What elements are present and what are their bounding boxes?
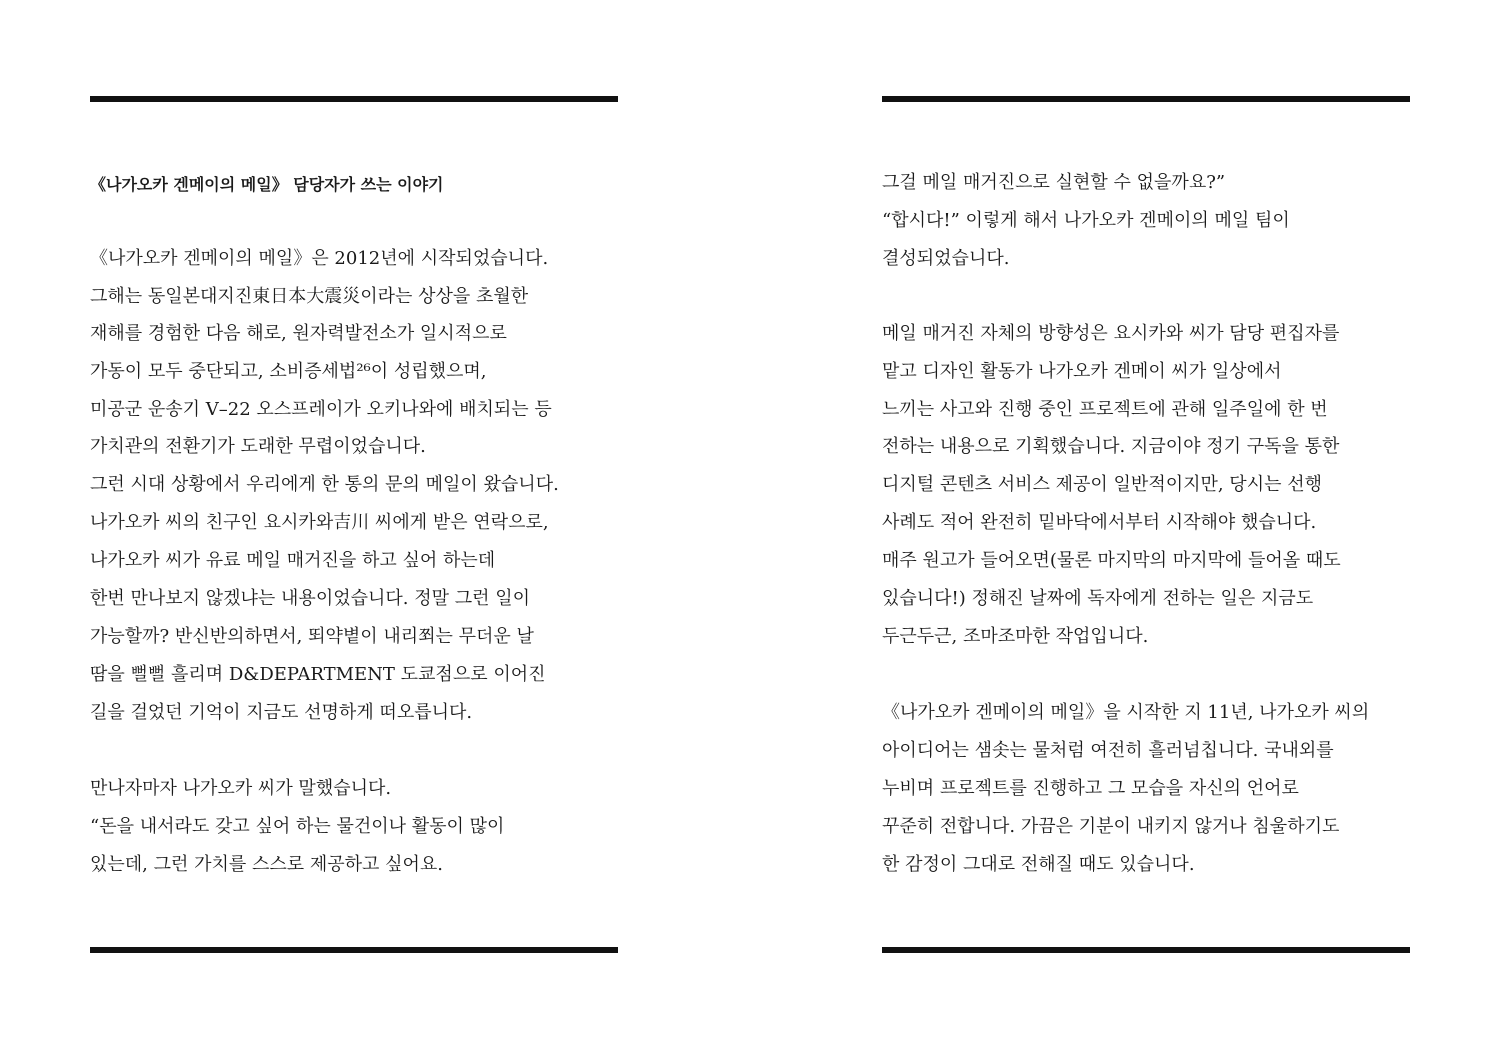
body-line: 전하는 내용으로 기획했습니다. 지금이야 정기 구독을 통한	[882, 436, 1340, 457]
body-line: 가치관의 전환기가 도래한 무렵이었습니다.	[90, 436, 426, 457]
section-heading: 《나가오카 겐메이의 메일》 담당자가 쓰는 이야기	[90, 175, 444, 194]
body-line: 재해를 경험한 다음 해로, 원자력발전소가 일시적으로	[90, 323, 507, 344]
top-rule	[90, 96, 618, 102]
body-line: 한번 만나보지 않겠냐는 내용이었습니다. 정말 그런 일이	[90, 588, 530, 609]
top-rule	[882, 96, 1410, 102]
body-line: 미공군 운송기 V–22 오스프레이가 오키나와에 배치되는 등	[90, 399, 552, 420]
body-line: “돈을 내서라도 갖고 싶어 하는 물건이나 활동이 많이	[90, 816, 505, 837]
body-line: 매주 원고가 들어오면(물론 마지막의 마지막에 들어올 때도	[882, 550, 1341, 571]
body-line: 《나가오카 겐메이의 메일》은 2012년에 시작되었습니다.	[90, 248, 549, 269]
body-line: 그런 시대 상황에서 우리에게 한 통의 문의 메일이 왔습니다.	[90, 474, 559, 495]
body-line: 땀을 뻘뻘 흘리며 D&DEPARTMENT 도쿄점으로 이어진	[90, 664, 546, 685]
body-line: 아이디어는 샘솟는 물처럼 여전히 흘러넘칩니다. 국내외를	[882, 740, 1334, 761]
body-line: 가동이 모두 중단되고, 소비증세법²⁶이 성립했으며,	[90, 361, 487, 382]
bottom-rule	[882, 947, 1410, 953]
body-line: 가능할까? 반신반의하면서, 뙤약볕이 내리쬐는 무더운 날	[90, 626, 534, 647]
body-line: 나가오카 씨의 친구인 요시카와吉川 씨에게 받은 연락으로,	[90, 512, 549, 533]
bottom-rule	[90, 947, 618, 953]
body-line: 느끼는 사고와 진행 중인 프로젝트에 관해 일주일에 한 번	[882, 399, 1328, 420]
body-line: 사례도 적어 완전히 밑바닥에서부터 시작해야 했습니다.	[882, 512, 1317, 533]
body-line: 디지털 콘텐츠 서비스 제공이 일반적이지만, 당시는 선행	[882, 474, 1322, 495]
body-line: 길을 걸었던 기억이 지금도 선명하게 떠오릅니다.	[90, 702, 473, 723]
body-line: 맡고 디자인 활동가 나가오카 겐메이 씨가 일상에서	[882, 361, 1282, 382]
body-line: 누비며 프로젝트를 진행하고 그 모습을 자신의 언어로	[882, 778, 1299, 799]
body-line: “합시다!” 이렇게 해서 나가오카 겐메이의 메일 팀이	[882, 210, 1290, 231]
body-line: 메일 매거진 자체의 방향성은 요시카와 씨가 담당 편집자를	[882, 323, 1340, 344]
body-line: 그걸 메일 매거진으로 실현할 수 없을까요?”	[882, 172, 1226, 193]
body-line: 꾸준히 전합니다. 가끔은 기분이 내키지 않거나 침울하기도	[882, 816, 1340, 837]
body-line: 한 감정이 그대로 전해질 때도 있습니다.	[882, 854, 1195, 875]
body-line: 나가오카 씨가 유료 메일 매거진을 하고 싶어 하는데	[90, 550, 496, 571]
body-line: 있습니다!) 정해진 날짜에 독자에게 전하는 일은 지금도	[882, 588, 1314, 609]
left-page	[90, 0, 618, 1050]
body-line: 그해는 동일본대지진東日本大震災이라는 상상을 초월한	[90, 286, 529, 307]
body-line: 《나가오카 겐메이의 메일》을 시작한 지 11년, 나가오카 씨의	[882, 702, 1370, 723]
body-line: 있는데, 그런 가치를 스스로 제공하고 싶어요.	[90, 854, 444, 875]
body-line: 만나자마자 나가오카 씨가 말했습니다.	[90, 778, 392, 799]
body-line: 두근두근, 조마조마한 작업입니다.	[882, 626, 1149, 647]
body-line: 결성되었습니다.	[882, 248, 1010, 269]
right-page	[882, 0, 1410, 1050]
